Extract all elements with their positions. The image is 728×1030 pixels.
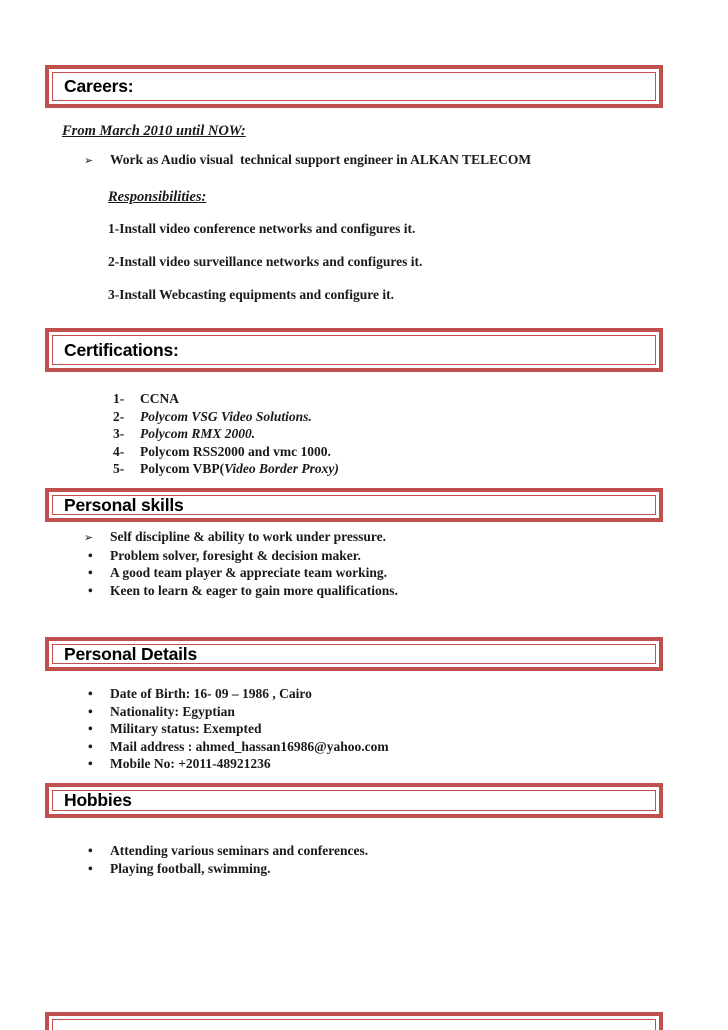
dot-bullet-icon: • xyxy=(88,756,93,771)
section-header-personal-details-inner xyxy=(52,644,656,664)
section-header-careers-inner xyxy=(52,72,656,101)
personal-detail-item xyxy=(84,720,389,738)
certification-item-number: 1- xyxy=(113,391,125,406)
certification-item-text: Polycom VSG Video Solutions. xyxy=(140,408,312,424)
dot-bullet-icon: • xyxy=(88,738,93,754)
next-section-box-partial xyxy=(45,1012,663,1030)
careers-period-heading: From March 2010 until NOW: xyxy=(62,123,246,139)
arrow-bullet-icon: ➢ xyxy=(84,531,94,544)
dot-bullet-icon: • xyxy=(88,721,93,736)
dot-bullet-icon: • xyxy=(88,703,93,719)
dot-bullet-icon: • xyxy=(88,686,93,701)
certification-item-text: CCNA xyxy=(140,391,179,406)
skill-item-text: A good team player & appreciate team working. xyxy=(110,565,387,580)
section-header-careers xyxy=(45,65,663,108)
hobbies-title: Hobbies xyxy=(64,790,132,810)
certification-item-number: 4- xyxy=(113,443,125,459)
certification-item xyxy=(113,425,339,443)
job-item xyxy=(84,151,531,169)
next-section-box-partial-inner xyxy=(52,1019,656,1030)
personal-skills-title: Personal skills xyxy=(64,494,184,515)
job-item-text: Work as Audio visual technical support engineer in ALKAN TELECOM xyxy=(110,152,532,167)
certification-item xyxy=(113,443,339,461)
certification-item xyxy=(113,390,339,408)
dot-bullet-icon: • xyxy=(88,547,93,563)
certification-item xyxy=(113,408,339,426)
certification-item xyxy=(113,460,339,478)
section-header-certifications-inner xyxy=(52,335,656,365)
dot-bullet-icon: • xyxy=(88,860,93,876)
careers-title: Careers: xyxy=(64,76,134,96)
hobby-item-text: Attending various seminars and conferences. xyxy=(110,843,369,858)
responsibility-item-text: 1-Install video conference networks and configures it. xyxy=(108,221,416,236)
certification-item-number: 3- xyxy=(113,426,125,441)
hobbies-list xyxy=(84,842,368,877)
skill-item xyxy=(84,528,398,547)
skill-item xyxy=(84,582,398,600)
personal-detail-item xyxy=(84,738,389,756)
certifications-title: Certifications: xyxy=(64,339,179,360)
responsibility-item-text: 2-Install video surveillance networks and configures it. xyxy=(108,254,423,269)
hobby-item xyxy=(84,842,368,860)
section-header-personal-details xyxy=(45,637,663,671)
hobby-item xyxy=(84,860,368,878)
certification-item-text: Polycom RSS2000 and vmc 1000. xyxy=(140,443,331,459)
section-header-personal-skills xyxy=(45,488,663,522)
careers-job-list xyxy=(84,151,531,169)
skill-item-text: Keen to learn & eager to gain more qualifications. xyxy=(110,582,398,598)
skill-item xyxy=(84,564,398,582)
personal-skills-list xyxy=(84,528,398,599)
responsibility-item xyxy=(108,222,422,255)
personal-detail-item-text: Military status: Exempted xyxy=(110,721,262,736)
skill-item xyxy=(84,547,398,565)
personal-detail-item xyxy=(84,703,389,721)
skill-item-text: Problem solver, foresight & decision maker. xyxy=(110,547,361,563)
personal-detail-item-text: Mobile No: +2011-48921236 xyxy=(110,756,271,771)
dot-bullet-icon: • xyxy=(88,582,93,598)
personal-details-title: Personal Details xyxy=(64,643,197,664)
dot-bullet-icon: • xyxy=(88,565,93,580)
responsibilities-list xyxy=(108,222,422,321)
personal-detail-item xyxy=(84,755,389,773)
section-header-hobbies xyxy=(45,783,663,818)
dot-bullet-icon: • xyxy=(88,843,93,858)
arrow-bullet-icon: ➢ xyxy=(84,154,94,167)
personal-details-list xyxy=(84,685,389,773)
responsibility-item xyxy=(108,288,422,321)
hobby-item-text: Playing football, swimming. xyxy=(110,860,271,876)
section-header-hobbies-inner xyxy=(52,790,656,811)
certification-item-number: 5- xyxy=(113,461,125,476)
section-header-certifications xyxy=(45,328,663,372)
personal-detail-item-text: Date of Birth: 16- 09 – 1986 , Cairo xyxy=(110,686,312,701)
certification-item-number: 2- xyxy=(113,408,125,424)
personal-detail-item-text: Mail address : ahmed_hassan16986@yahoo.com xyxy=(110,738,389,754)
certifications-list xyxy=(113,390,339,478)
responsibilities-heading: Responsibilities: xyxy=(108,189,207,205)
responsibility-item xyxy=(108,255,422,288)
responsibility-item-text: 3-Install Webcasting equipments and configure it. xyxy=(108,287,395,302)
skill-item-text: Self discipline & ability to work under pressure. xyxy=(110,529,387,544)
certification-item-text: Polycom VBP(Video Border Proxy) xyxy=(140,461,339,476)
personal-detail-item xyxy=(84,685,389,703)
section-header-personal-skills-inner xyxy=(52,495,656,515)
personal-detail-item-text: Nationality: Egyptian xyxy=(110,703,235,719)
certification-item-text: Polycom RMX 2000. xyxy=(140,426,256,441)
